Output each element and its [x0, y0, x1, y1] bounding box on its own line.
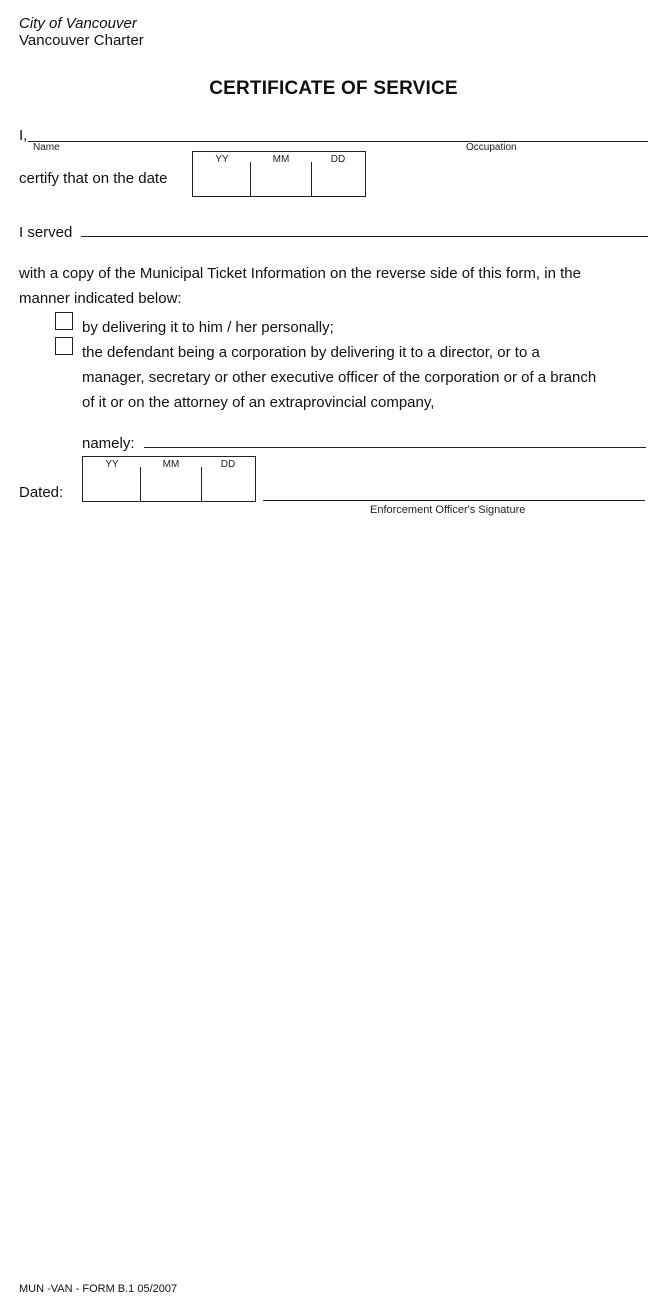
certify-date-box: [192, 151, 366, 197]
served-label: I served: [19, 224, 73, 241]
corporation-delivery-checkbox[interactable]: [55, 337, 73, 355]
option-corporation-line-1: the defendant being a corporation by delivering it to a director, or to a: [82, 344, 540, 361]
date-divider: [250, 162, 251, 196]
option-personal-text: by delivering it to him / her personally;: [82, 319, 334, 336]
option-corporation-line-2: manager, secretary or other executive officer of the corporation or of a branch: [82, 369, 597, 386]
dated-date-dd[interactable]: [201, 457, 255, 501]
dated-date-mm[interactable]: [141, 457, 201, 501]
personal-delivery-checkbox[interactable]: [55, 312, 73, 330]
page-title: CERTIFICATE OF SERVICE: [209, 78, 458, 99]
copy-paragraph-line-1: with a copy of the Municipal Ticket Information on the reverse side of this form, in the: [19, 265, 581, 282]
name-prefix: I,: [19, 127, 28, 144]
name-label: Name: [33, 142, 60, 153]
mm-label: MM: [162, 459, 180, 470]
namely-label: namely:: [82, 435, 135, 452]
yy-label: YY: [105, 459, 119, 470]
certify-date-dd[interactable]: [311, 152, 365, 196]
charter-name: Vancouver Charter: [19, 32, 144, 49]
certify-date-mm[interactable]: [251, 152, 311, 196]
name-occupation-field[interactable]: [28, 141, 648, 142]
form-footer: MUN -VAN - FORM B.1 05/2007: [19, 1283, 178, 1295]
certify-date-yy[interactable]: [193, 152, 251, 196]
yy-label: YY: [215, 154, 229, 165]
mm-label: MM: [272, 154, 290, 165]
city-name: City of Vancouver: [19, 15, 137, 32]
occupation-label: Occupation: [466, 142, 517, 153]
signature-label: Enforcement Officer's Signature: [370, 504, 526, 516]
date-divider: [311, 162, 312, 196]
certify-text: certify that on the date: [19, 170, 168, 187]
date-divider: [201, 467, 202, 501]
dated-label: Dated:: [19, 484, 64, 501]
dd-label: DD: [330, 154, 346, 165]
dd-label: DD: [220, 459, 236, 470]
date-divider: [140, 467, 141, 501]
copy-paragraph-line-2: manner indicated below:: [19, 290, 182, 307]
officer-signature-field[interactable]: [263, 500, 645, 501]
served-field[interactable]: [81, 236, 648, 237]
option-corporation-line-3: of it or on the attorney of an extraprovincial company,: [82, 394, 435, 411]
namely-field[interactable]: [144, 447, 646, 448]
dated-date-yy[interactable]: [83, 457, 141, 501]
dated-date-box: [82, 456, 256, 502]
